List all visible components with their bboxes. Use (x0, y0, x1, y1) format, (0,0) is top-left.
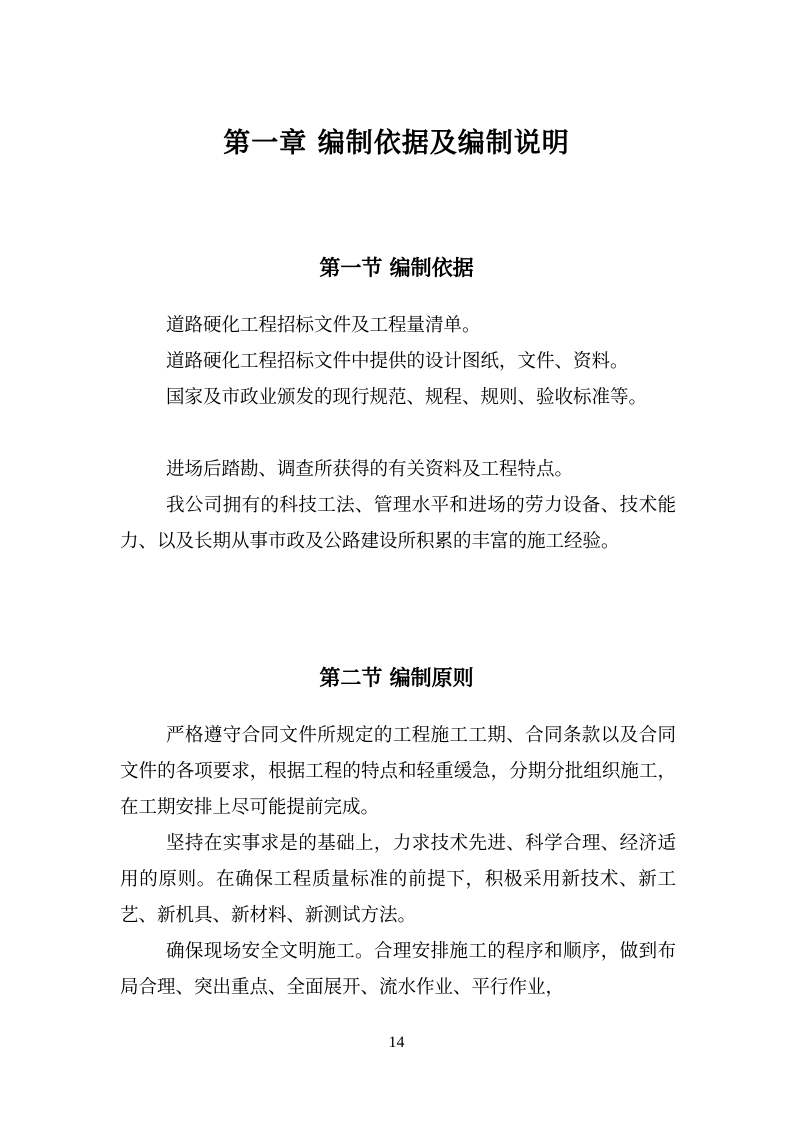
paragraph-principles-1: 严格遵守合同文件所规定的工程施工工期、合同条款以及合同文件的各项要求，根据工程的特点和轻重缓急，分期分批组织施工，在工期安排上尽可能提前完成。 (120, 725, 676, 818)
paragraph-basis-1: 道路硬化工程招标文件及工程量清单。 (166, 315, 481, 336)
section-title-principles: 第二节 编制原则 (319, 666, 474, 690)
paragraph-principles-3: 确保现场安全文明施工。合理安排施工的程序和顺序，做到布局合理、突出重点、全面展开、流水作业、平行作业， (120, 941, 676, 998)
paragraph-basis-2: 道路硬化工程招标文件中提供的设计图纸，文件、资料。 (166, 351, 629, 372)
paragraph-basis-3: 国家及市政业颁发的现行规范、规程、规则、验收标准等。 (166, 387, 648, 408)
paragraph-principles-2: 坚持在实事求是的基础上，力求技术先进、科学合理、经济适用的原则。在确保工程质量标准的前提下，积极采用新技术、新工艺、新机具、新材料、新测试方法。 (120, 833, 676, 926)
section-title-basis: 第一节 编制依据 (319, 256, 474, 280)
page-number: 14 (388, 1034, 405, 1051)
chapter-title: 第一章 编制依据及编制说明 (223, 128, 570, 159)
paragraph-basis-5: 我公司拥有的科技工法、管理水平和进场的劳力设备、技术能力、以及长期从事市政及公路建设所积累的丰富的施工经验。 (120, 495, 676, 552)
paragraph-basis-4: 进场后踏勘、调查所获得的有关资料及工程特点。 (166, 459, 574, 480)
